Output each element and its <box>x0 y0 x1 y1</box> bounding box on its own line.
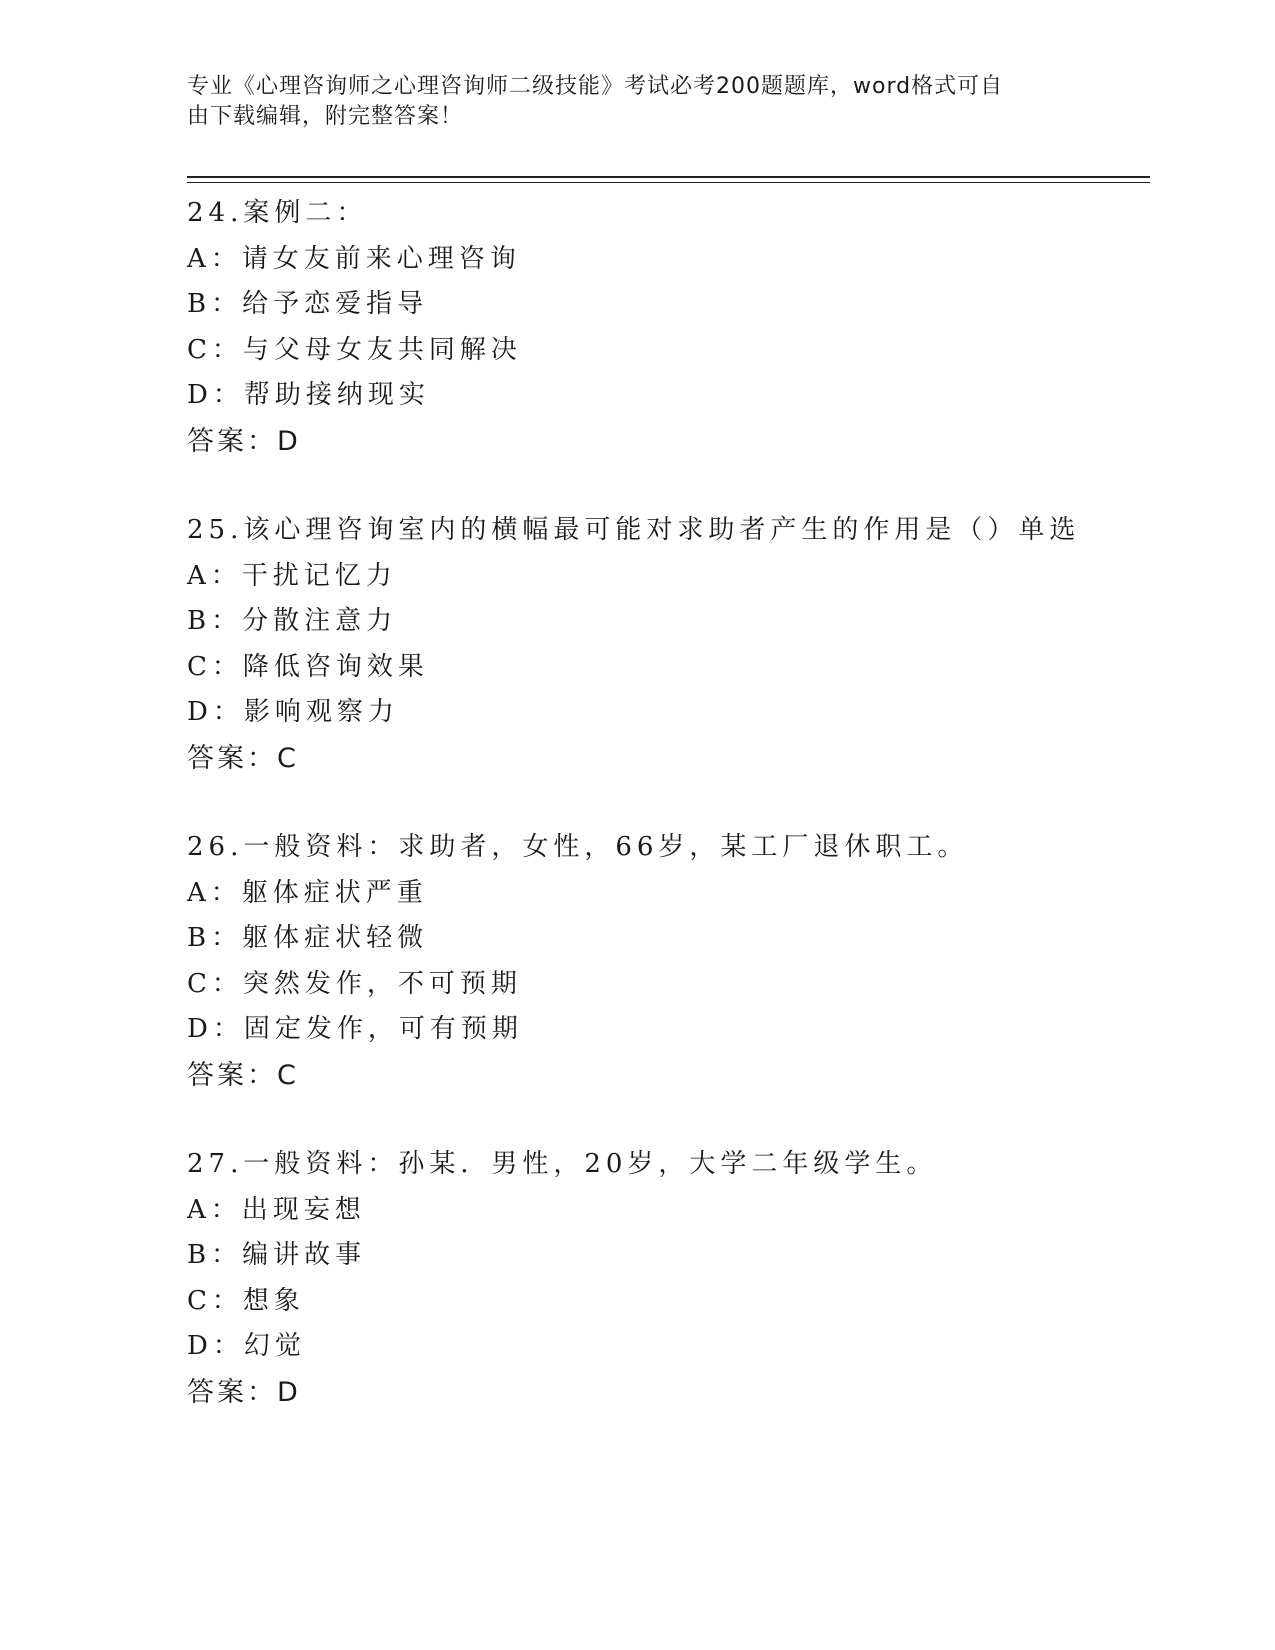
header-line-1: 专业《心理咨询师之心理咨询师二级技能》考试必考200题题库，word格式可自 <box>187 74 1004 99</box>
question-25 <box>187 508 1147 781</box>
header-divider-thin <box>187 182 1150 183</box>
answer-line: 答案：C <box>187 1059 299 1091</box>
option-b: B：分散注意力 <box>187 606 398 636</box>
option-a: A：出现妄想 <box>187 1194 366 1225</box>
option-c: C：突然发作，不可预期 <box>187 968 522 999</box>
answer-line: 答案：C <box>187 742 299 774</box>
document-header <box>187 72 1067 132</box>
option-b: B：躯体症状轻微 <box>187 923 429 953</box>
option-b: B：给予恋爱指导 <box>187 289 429 319</box>
option-d: D：固定发作，可有预期 <box>187 1014 523 1044</box>
question-stem: 26.一般资料：求助者，女性，66岁，某工厂退休职工。 <box>187 832 969 862</box>
question-stem: 24.案例二： <box>187 198 368 228</box>
question-27 <box>187 1142 1147 1415</box>
question-stem: 27.一般资料：孙某．男性，20岁，大学二年级学生。 <box>187 1149 938 1179</box>
option-d: D：影响观察力 <box>187 697 399 727</box>
option-c: C：降低咨询效果 <box>187 651 429 682</box>
option-a: A：请女友前来心理咨询 <box>187 243 521 274</box>
option-d: D：帮助接纳现实 <box>187 380 430 410</box>
question-stem: 25.该心理咨询室内的横幅最可能对求助者产生的作用是（）单选 <box>187 515 1081 545</box>
question-24 <box>187 191 1147 464</box>
header-divider-thick <box>187 176 1150 178</box>
question-26 <box>187 825 1147 1098</box>
option-a: A：干扰记忆力 <box>187 560 397 591</box>
option-c: C：想象 <box>187 1285 305 1316</box>
option-a: A：躯体症状严重 <box>187 877 428 908</box>
answer-line: 答案：D <box>187 425 301 457</box>
question-list <box>187 191 1147 1459</box>
answer-line: 答案：D <box>187 1376 301 1408</box>
header-line-2: 由下载编辑，附完整答案！ <box>187 104 464 129</box>
option-b: B：编讲故事 <box>187 1240 367 1270</box>
option-d: D：幻觉 <box>187 1331 306 1361</box>
option-c: C：与父母女友共同解决 <box>187 334 522 365</box>
